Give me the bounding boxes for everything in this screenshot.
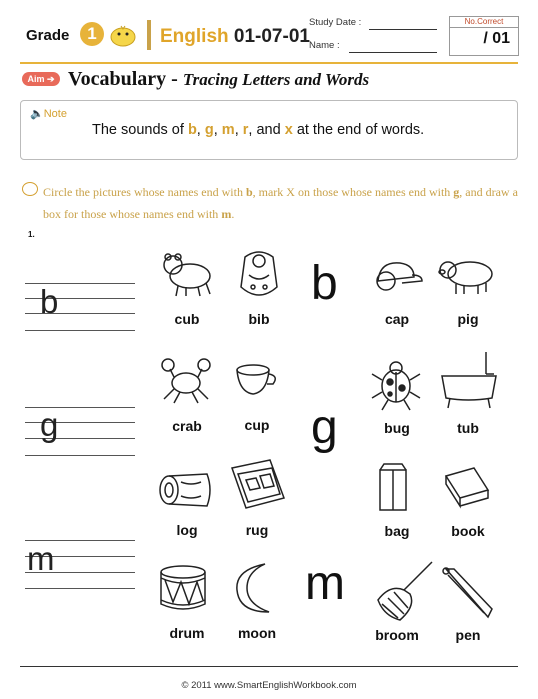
note-text-after: at the end of words.	[296, 122, 425, 138]
subject-title	[160, 26, 310, 48]
word-broom: broom	[375, 627, 419, 643]
grade-label: Grade	[26, 27, 70, 44]
pen-icon[interactable]	[440, 565, 496, 621]
copyright-footer: © 2011 www.SmartEnglishWorkbook.com	[181, 680, 357, 691]
word-cub: cub	[174, 311, 200, 327]
note-label: 🔈Note	[30, 108, 67, 120]
word-pig: pig	[457, 311, 479, 327]
word-bag: bag	[384, 523, 410, 539]
note-text: The sounds of b, g, m, r, and x at the end of words.	[92, 122, 425, 138]
bag-icon[interactable]	[376, 462, 410, 512]
instr-part2: , mark X on those whose names end with	[252, 185, 451, 199]
word-log: log	[176, 522, 198, 538]
question-number: 1.	[28, 230, 35, 239]
grade-number-badge: 1	[80, 22, 104, 46]
cap-icon[interactable]	[372, 255, 424, 295]
note-text-and: and	[256, 122, 281, 138]
score-header: No.Correct	[450, 17, 518, 28]
word-rug: rug	[245, 522, 269, 538]
trace-line	[25, 330, 135, 331]
pig-icon[interactable]	[438, 254, 498, 296]
trace-line	[25, 455, 135, 456]
name-field[interactable]	[349, 51, 437, 53]
instr-m: m	[221, 207, 232, 221]
aim-badge: Aim ➔	[22, 72, 60, 86]
score-box[interactable]	[449, 16, 519, 56]
cub-icon[interactable]	[160, 250, 215, 298]
note-letter-g: g	[204, 122, 214, 138]
instr-b: b	[245, 185, 253, 199]
note-label-text: Note	[43, 108, 67, 120]
word-drum: drum	[169, 625, 205, 641]
rug-icon[interactable]	[226, 458, 288, 512]
page-title: Vocabulary - Tracing Letters and Words	[68, 68, 370, 90]
word-moon: moon	[237, 625, 277, 641]
title-sub: Tracing Letters and Words	[182, 70, 370, 89]
instr-part4: .	[231, 207, 235, 221]
instr-part1: Circle the pictures whose names end with	[43, 185, 243, 199]
word-crab: crab	[172, 418, 202, 434]
big-letter-b: b	[311, 257, 338, 310]
moon-icon[interactable]	[231, 560, 279, 616]
score-value: / 01	[483, 30, 510, 47]
word-cap: cap	[384, 311, 410, 327]
note-text-before: The sounds of	[92, 122, 184, 138]
title-main: Vocabulary	[68, 68, 167, 90]
pencil-icon	[22, 182, 38, 196]
cup-icon[interactable]	[233, 362, 281, 398]
note-letter-b: b	[187, 122, 197, 138]
log-icon[interactable]	[157, 468, 215, 510]
name-label: Name :	[309, 40, 340, 51]
tub-icon[interactable]	[438, 350, 500, 412]
bug-icon[interactable]	[368, 358, 424, 412]
drum-icon[interactable]	[157, 562, 209, 614]
big-letter-m: m	[305, 557, 345, 610]
broom-icon[interactable]	[370, 560, 434, 622]
header-divider	[147, 20, 151, 50]
instr-part3: , and draw a box for those whose names end with	[43, 185, 518, 221]
trace-line	[25, 588, 135, 589]
trace-letter-g[interactable]: g	[40, 406, 59, 443]
word-bib: bib	[248, 311, 270, 327]
word-tub: tub	[457, 420, 479, 436]
trace-letter-m[interactable]: m	[27, 540, 55, 577]
study-date-field[interactable]	[369, 28, 437, 30]
footer-rule	[20, 666, 518, 667]
word-cup: cup	[244, 417, 270, 433]
big-letter-g: g	[311, 401, 338, 454]
note-letter-x: x	[284, 122, 293, 138]
word-pen: pen	[455, 627, 481, 643]
word-book: book	[451, 523, 485, 539]
study-date-label: Study Date :	[309, 17, 362, 28]
instr-g: g	[453, 185, 460, 199]
aim-label: Aim	[27, 74, 45, 84]
word-bug: bug	[384, 420, 410, 436]
instructions	[43, 181, 521, 225]
lesson-code: 01-07-01	[233, 26, 310, 47]
bib-icon[interactable]	[235, 247, 283, 302]
subject-name: English	[160, 26, 229, 47]
crab-icon[interactable]	[160, 355, 212, 407]
note-letter-r: r	[242, 122, 249, 138]
chick-icon	[108, 22, 138, 48]
trace-letter-b[interactable]: b	[40, 283, 59, 320]
note-letter-m: m	[221, 122, 235, 138]
header-rule	[20, 62, 518, 64]
book-icon[interactable]	[442, 466, 492, 510]
